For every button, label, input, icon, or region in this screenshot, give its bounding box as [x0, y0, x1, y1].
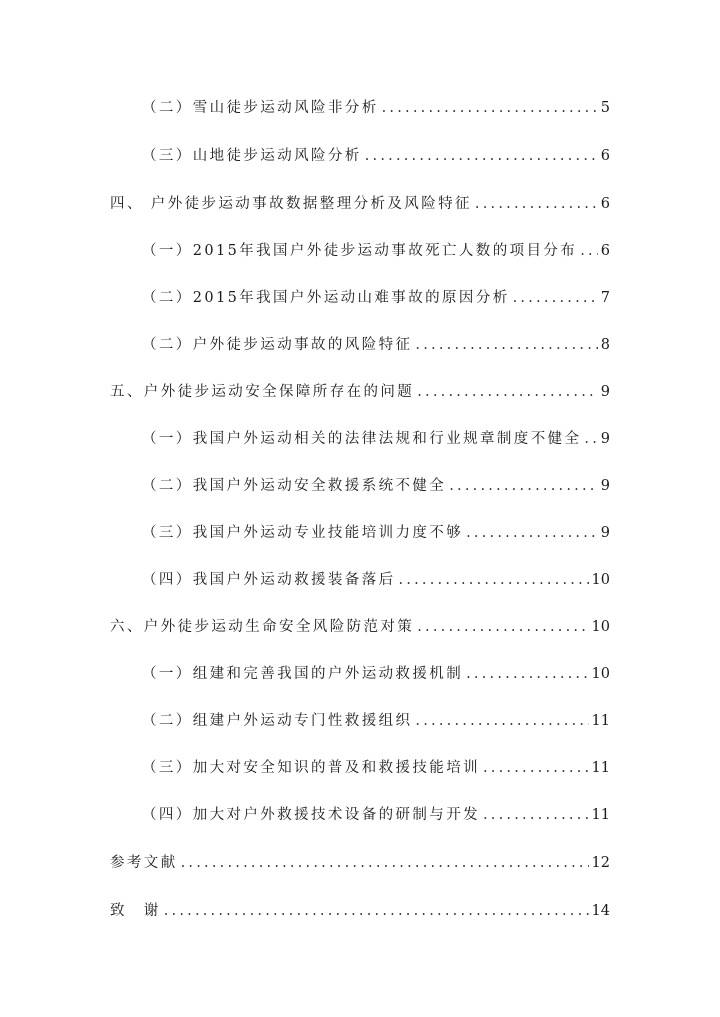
toc-entry-title: 致 谢	[110, 903, 161, 919]
toc-entry-page: 11	[591, 807, 610, 823]
toc-entry-title: （二）2015年我国户外运动山难事故的原因分析	[142, 290, 510, 306]
toc-leader-dots	[164, 900, 589, 922]
toc-leader-dots	[449, 475, 598, 497]
toc-leader-dots	[415, 710, 588, 732]
toc-entry[interactable]	[142, 663, 610, 685]
toc-entry-title: （二）雪山徒步运动风险非分析	[142, 100, 379, 116]
toc-entry-page: 12	[591, 855, 610, 871]
toc-entry-title: 六、户外徒步运动生命安全风险防范对策	[110, 619, 415, 635]
toc-leader-dots	[483, 804, 589, 826]
toc-leader-dots	[584, 428, 597, 450]
toc-leader-dots	[181, 852, 589, 874]
toc-entry-page: 9	[600, 384, 610, 400]
toc-entry-page: 14	[591, 903, 610, 919]
toc-entry-page: 9	[600, 431, 610, 447]
toc-leader-dots	[580, 240, 598, 262]
toc-entry-page: 6	[600, 243, 610, 259]
toc-entry-title: （一）组建和完善我国的户外运动救援机制	[142, 666, 464, 682]
toc-leader-dots	[513, 287, 598, 309]
toc-leader-dots	[365, 145, 598, 167]
toc-entry-page: 10	[591, 572, 610, 588]
toc-entry-page: 10	[591, 619, 610, 635]
toc-entry-title: 参考文献	[110, 855, 178, 871]
toc-leader-dots	[415, 334, 597, 356]
toc-entry-title: （三）我国户外运动专业技能培训力度不够	[142, 525, 464, 541]
toc-entry[interactable]	[142, 569, 610, 591]
toc-entry-title: （二）我国户外运动安全救援系统不健全	[142, 478, 447, 494]
toc-entry-title: （四）我国户外运动救援装备落后	[142, 572, 396, 588]
toc-entry[interactable]	[142, 757, 610, 779]
toc-entry-page: 10	[591, 666, 610, 682]
toc-entry-page: 9	[600, 525, 610, 541]
toc-entry-title: （四）加大对户外救援技术设备的研制与开发	[142, 807, 480, 823]
toc-leader-dots	[466, 663, 588, 685]
toc-entry-page: 6	[600, 148, 610, 164]
toc-entry[interactable]	[142, 804, 610, 826]
toc-leader-dots	[417, 381, 598, 403]
toc-leader-dots	[483, 757, 589, 779]
toc-leader-dots	[475, 193, 598, 215]
toc-entry-title: 五、户外徒步运动安全保障所存在的问题	[110, 384, 415, 400]
toc-entry[interactable]	[142, 240, 610, 262]
toc-entry-title: 四、 户外徒步运动事故数据整理分析及风险特征	[110, 196, 472, 212]
toc-entry[interactable]	[142, 145, 610, 167]
toc-entry-title: （三）山地徒步运动风险分析	[142, 148, 362, 164]
toc-entry-page: 8	[600, 337, 610, 353]
toc-entry-page: 7	[600, 290, 610, 306]
toc-entry[interactable]	[142, 97, 610, 119]
toc-entry[interactable]	[110, 900, 610, 922]
toc-entry[interactable]	[142, 475, 610, 497]
toc-entry-page: 11	[591, 713, 610, 729]
toc-entry[interactable]	[110, 852, 610, 874]
toc-entry-page: 6	[600, 196, 610, 212]
toc-entry[interactable]	[142, 287, 610, 309]
toc-entry[interactable]	[110, 381, 610, 403]
toc-leader-dots	[466, 522, 598, 544]
toc-entry-title: （二）户外徒步运动事故的风险特征	[142, 337, 413, 353]
toc-entry-title: （一）我国户外运动相关的法律法规和行业规章制度不健全	[142, 431, 582, 447]
toc-entry-page: 9	[600, 478, 610, 494]
toc-leader-dots	[399, 569, 589, 591]
toc-entry[interactable]	[142, 334, 610, 356]
toc-entry-page: 11	[591, 760, 610, 776]
toc-entry[interactable]	[142, 522, 610, 544]
toc-leader-dots	[417, 616, 588, 638]
toc-entry[interactable]	[110, 193, 610, 215]
toc-entry-title: （三）加大对安全知识的普及和救援技能培训	[142, 760, 480, 776]
toc-entry-page: 5	[600, 100, 610, 116]
toc-entry-title: （二）组建户外运动专门性救援组织	[142, 713, 413, 729]
toc-entry[interactable]	[142, 710, 610, 732]
toc-entry[interactable]	[142, 428, 610, 450]
toc-entry[interactable]	[110, 616, 610, 638]
toc-leader-dots	[382, 97, 598, 119]
toc-entry-title: （一）2015年我国户外徒步运动事故死亡人数的项目分布	[142, 243, 578, 259]
